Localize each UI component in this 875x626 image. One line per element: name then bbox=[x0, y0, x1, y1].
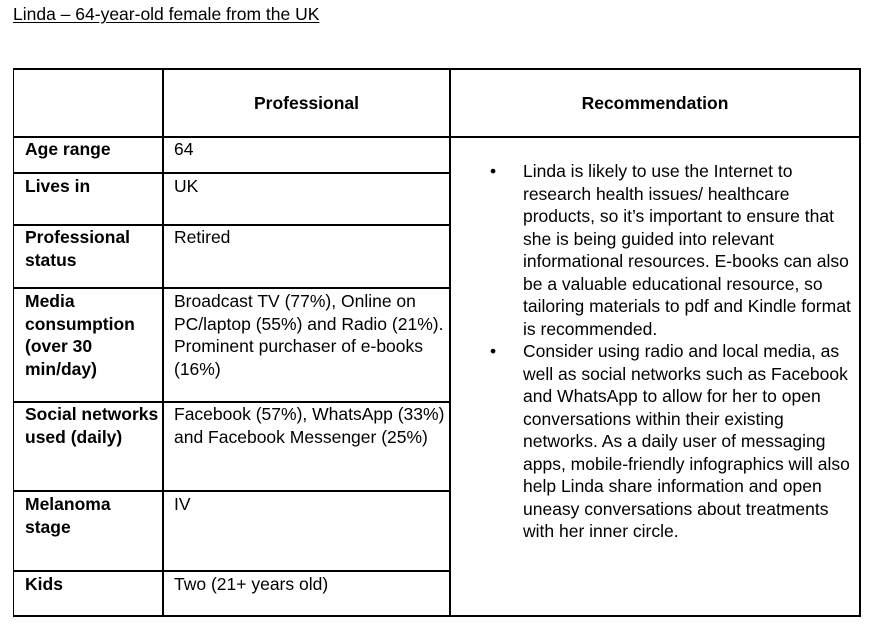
bullet-icon: • bbox=[490, 341, 497, 361]
row-label-lives-in: Lives in bbox=[25, 176, 91, 196]
document-title: Linda – 64-year-old female from the UK bbox=[13, 4, 320, 24]
recommendation-text: Linda is likely to use the Internet to research health issues/ healthcare products, so it’s important to ensure that she is being guided into relevant informational resources. E-books can also be a valuable educational resource, so tailoring materials to pdf and Kindle format is recommended. bbox=[523, 161, 851, 339]
row-label-media-consumption: Media consumption (over 30 min/day) bbox=[25, 291, 135, 379]
persona-table bbox=[13, 68, 861, 617]
row-value-media-consumption: Broadcast TV (77%), Online on PC/laptop (55%) and Radio (21%). Prominent purchaser of e-books (16%) bbox=[174, 291, 444, 379]
row-value-age-range: 64 bbox=[174, 139, 194, 159]
header-professional: Professional bbox=[253, 93, 360, 113]
row-divider bbox=[13, 287, 450, 289]
table-border-top bbox=[13, 68, 861, 70]
recommendation-text: Consider using radio and local media, as well as social networks such as Facebook and WhatsApp to allow for her to open conversations within their existing networks. As a daily user of messaging apps, mobile-friendly infographics will also help Linda share information and open uneasy conversations about treatments with her inner circle. bbox=[523, 341, 850, 541]
row-value-professional-status: Retired bbox=[174, 227, 231, 247]
row-value-kids: Two (21+ years old) bbox=[174, 574, 329, 594]
table-border-left bbox=[13, 68, 14, 617]
table-border-bottom bbox=[13, 615, 861, 617]
bullet-icon: • bbox=[490, 161, 497, 181]
row-label-age-range: Age range bbox=[25, 139, 111, 159]
table-border-right bbox=[859, 68, 861, 617]
header-recommendation: Recommendation bbox=[581, 93, 729, 113]
row-divider bbox=[13, 490, 450, 492]
row-value-social-networks: Facebook (57%), WhatsApp (33%) and Facebook Messenger (25%) bbox=[174, 404, 445, 447]
row-label-melanoma-stage: Melanoma stage bbox=[25, 494, 111, 537]
row-divider bbox=[13, 570, 450, 572]
row-label-professional-status: Professional status bbox=[25, 227, 131, 270]
row-value-melanoma-stage: IV bbox=[174, 494, 191, 514]
row-divider bbox=[13, 172, 450, 174]
row-label-social-networks: Social networks used (daily) bbox=[25, 404, 159, 447]
recommendation-cell bbox=[490, 160, 853, 543]
list-item bbox=[490, 160, 853, 340]
column-divider-1 bbox=[162, 68, 164, 617]
list-item bbox=[490, 340, 853, 543]
row-label-kids: Kids bbox=[25, 574, 63, 594]
row-value-lives-in: UK bbox=[174, 176, 199, 196]
recommendation-list bbox=[490, 160, 853, 543]
